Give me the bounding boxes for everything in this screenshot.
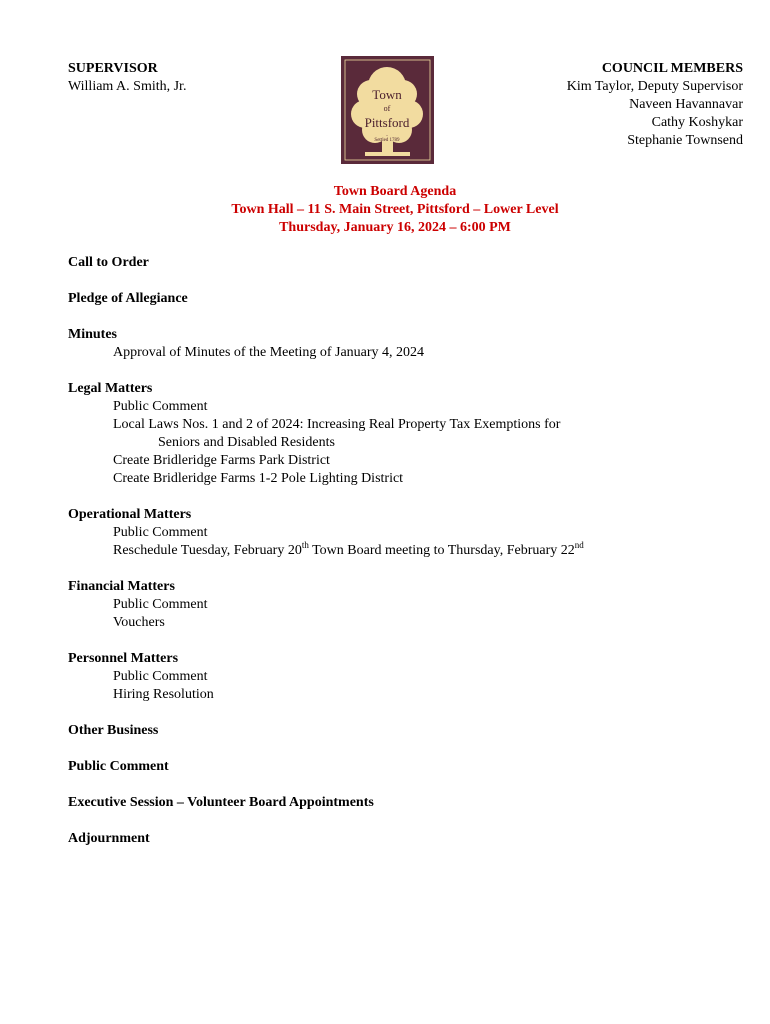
section-operational-matters [68,506,748,560]
section-title: Financial Matters [68,579,175,594]
section-personnel-matters [68,650,748,704]
agenda-datetime: Thursday, January 16, 2024 – 6:00 PM [279,220,511,235]
reschedule-text-part1: Reschedule Tuesday, February 20 [113,543,302,558]
council-block [567,60,743,150]
agenda-location: Town Hall – 11 S. Main Street, Pittsford – Lower Level [231,202,559,217]
section-title: Call to Order [68,255,149,270]
section-title: Minutes [68,327,117,342]
logo-text-line2: of [383,104,391,113]
agenda-item: Create Bridleridge Farms Park District [113,453,330,468]
section-adjournment [68,830,748,848]
section-pledge [68,290,748,308]
reschedule-sup1: th [301,540,309,550]
agenda-item: Approval of Minutes of the Meeting of January 4, 2024 [113,345,425,360]
agenda-item: Hiring Resolution [113,687,214,702]
town-of-pittsford-logo [341,56,434,164]
logo-settled-text: Settled 1789 [374,138,400,143]
supervisor-name: William A. Smith, Jr. [68,79,187,94]
council-member: Naveen Havannavar [629,97,743,112]
supervisor-block [68,60,186,96]
section-call-to-order [68,254,748,272]
section-public-comment [68,758,748,776]
section-title: Other Business [68,723,159,738]
reschedule-sup2: nd [574,540,584,550]
agenda-item: Public Comment [113,525,208,540]
agenda-item: Public Comment [113,597,208,612]
section-other-business [68,722,748,740]
agenda-item-continuation: Seniors and Disabled Residents [158,435,335,450]
agenda-item: Public Comment [113,669,208,684]
council-member: Cathy Koshykar [651,115,743,130]
council-heading: COUNCIL MEMBERS [601,61,743,76]
council-member: Stephanie Townsend [627,133,743,148]
agenda-item-reschedule [68,542,748,560]
section-title: Operational Matters [68,507,192,522]
section-executive-session [68,794,748,812]
logo-text-line3: Pittsford [364,115,410,130]
agenda-item: Local Laws Nos. 1 and 2 of 2024: Increasing Real Property Tax Exemptions for [113,417,561,432]
section-title: Legal Matters [68,381,153,396]
logo-text-line1: Town [372,87,402,102]
agenda-item: Public Comment [113,399,208,414]
section-title: Pledge of Allegiance [68,291,188,306]
supervisor-heading: SUPERVISOR [68,61,158,76]
agenda-title: Town Board Agenda [333,184,457,199]
section-financial-matters [68,578,748,632]
council-member: Kim Taylor, Deputy Supervisor [566,79,743,94]
section-title: Executive Session – Volunteer Board Appointments [68,795,374,810]
section-title: Personnel Matters [68,651,179,666]
reschedule-text-part2: Town Board meeting to Thursday, February 22 [308,543,575,558]
agenda-header [0,183,770,237]
agenda-sections [68,254,748,866]
agenda-item: Vouchers [113,615,165,630]
section-legal-matters [68,380,748,488]
section-minutes [68,326,748,362]
section-title: Public Comment [68,759,169,774]
section-title: Adjournment [68,831,150,846]
agenda-item: Create Bridleridge Farms 1-2 Pole Lighting District [113,471,404,486]
